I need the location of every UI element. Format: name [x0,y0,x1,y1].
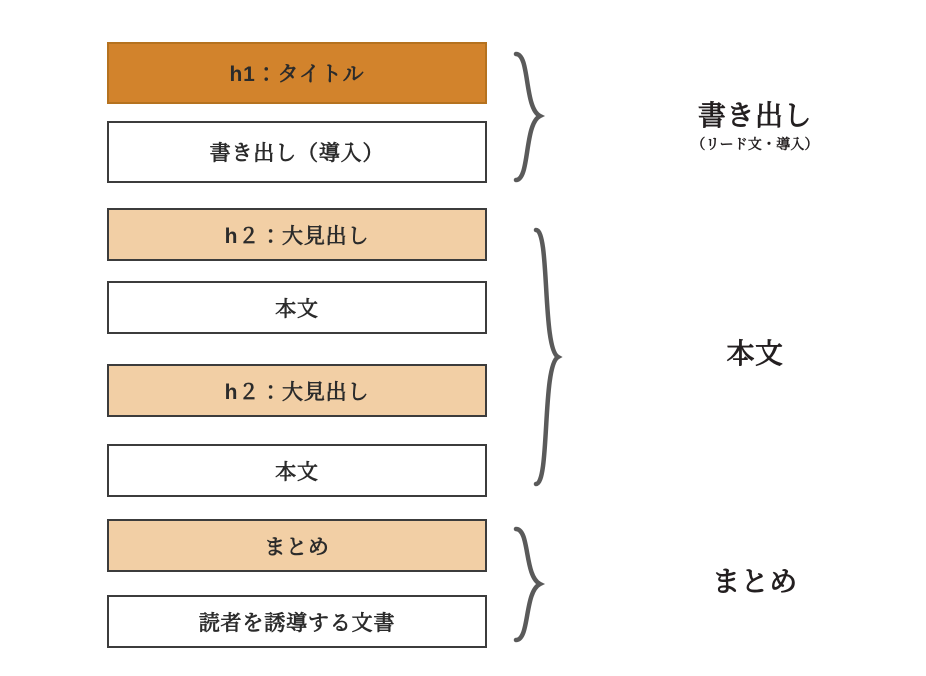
group-label-main: まとめ [712,566,798,597]
block-lead [107,121,487,183]
block-label: 本文 [275,297,319,321]
group-label-body [620,338,890,372]
group-label-main: 本文 [726,338,784,369]
block-label: 本文 [275,460,319,484]
block-body-2 [107,444,487,497]
block-label: h２：大見出し [224,380,370,404]
group-label-sub: （リード文・導入） [691,136,819,153]
block-label: h1：タイトル [229,63,365,86]
block-label: h２：大見出し [224,224,370,248]
group-label-intro [620,100,890,154]
block-h2-heading-1 [107,208,487,261]
brace-summary-icon [510,525,560,645]
brace-body-icon [530,226,580,488]
block-call-to-action [107,595,487,648]
block-summary [107,519,487,572]
group-label-summary [620,566,890,600]
group-label-main: 書き出し [697,100,813,131]
block-label: まとめ [264,535,330,559]
brace-intro-icon [510,50,560,185]
block-label: 書き出し（導入） [209,142,385,165]
block-h1-title [107,42,487,104]
block-h2-heading-2 [107,364,487,417]
block-label: 読者を誘導する文書 [198,611,396,635]
block-body-1 [107,281,487,334]
